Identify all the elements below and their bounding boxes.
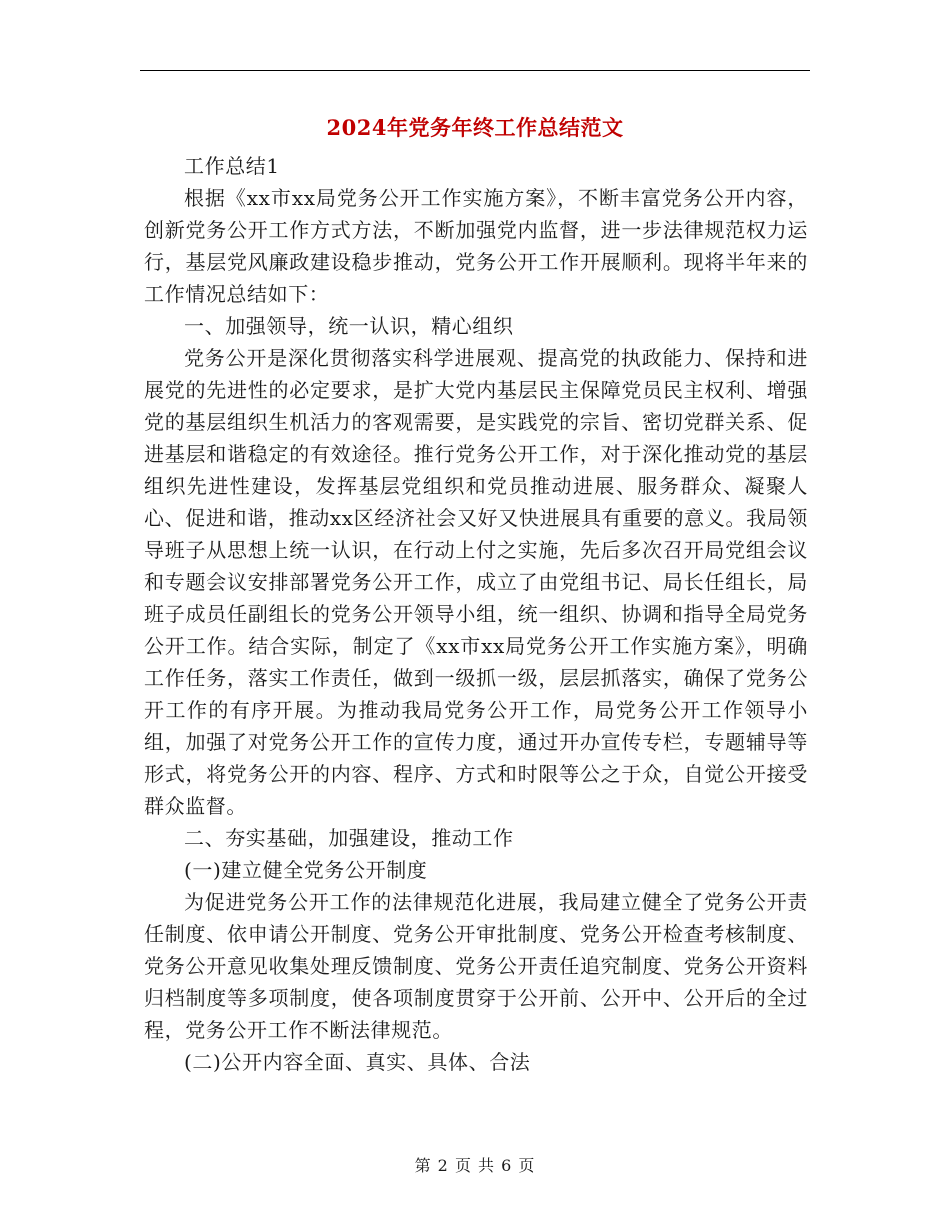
paragraph-leadership: 党务公开是深化贯彻落实科学进展观、提高党的执政能力、保持和进展党的先进性的必定要求，是扩大党内基层民主保障党员民主权利、增强党的基层组织生机活力的客观需要，是实践党的宗旨、密切党群关系、促进基层和谐稳定的有效途径。推行党务公开工作，对于深化推动党的基层组织先进性建设，发挥基层党组织和党员推动进展、服务群众、凝聚人心、促进和谐，推动xx区经济社会又好又快进展具有重要的意义。我局领导班子从思想上统一认识，在行动上付之实施，先后多次召开局党组会议和专题会议安排部署党务公开工作，成立了由党组书记、局长任组长，局班子成员任副组长的党务公开领导小组，统一组织、协调和指导全局党务公开工作。结合实际，制定了《xx市xx局党务公开工作实施方案》，明确工作任务，落实工作责任，做到一级抓一级，层层抓落实，确保了党务公开工作的有序开展。为推动我局党务公开工作，局党务公开工作领导小组，加强了对党务公开工作的宣传力度，通过开办宣传专栏，专题辅导等形式，将党务公开的内容、程序、方式和时限等公之于众，自觉公开接受群众监督。: [144, 346, 808, 818]
document-title: 2024年党务年终工作总结范文: [326, 115, 624, 140]
header-rule: [140, 70, 810, 71]
section-heading-2: 二、夯实基础，加强建设，推动工作: [184, 826, 514, 850]
section-heading-work-summary: 工作总结1: [184, 154, 280, 178]
document-body: [144, 150, 808, 1078]
subsection-heading-2-2: (二)公开内容全面、真实、具体、合法: [184, 1050, 531, 1074]
paragraph-system: 为促进党务公开工作的法律规范化进展，我局建立健全了党务公开责任制度、依申请公开制度、党务公开审批制度、党务公开检查考核制度、党务公开意见收集处理反馈制度、党务公开责任追究制度、党务公开资料归档制度等多项制度，使各项制度贯穿于公开前、公开中、公开后的全过程，党务公开工作不断法律规范。: [144, 890, 808, 1042]
paragraph-intro: 根据《xx市xx局党务公开工作实施方案》，不断丰富党务公开内容，创新党务公开工作方式方法，不断加强党内监督，进一步法律规范权力运行，基层党风廉政建设稳步推动，党务公开工作开展顺利。现将半年来的工作情况总结如下：: [144, 186, 808, 306]
section-heading-1: 一、加强领导，统一认识，精心组织: [184, 314, 514, 338]
subsection-heading-2-1: (一)建立健全党务公开制度: [184, 858, 428, 882]
page-footer: 第 2 页 共 6 页: [414, 1156, 536, 1175]
